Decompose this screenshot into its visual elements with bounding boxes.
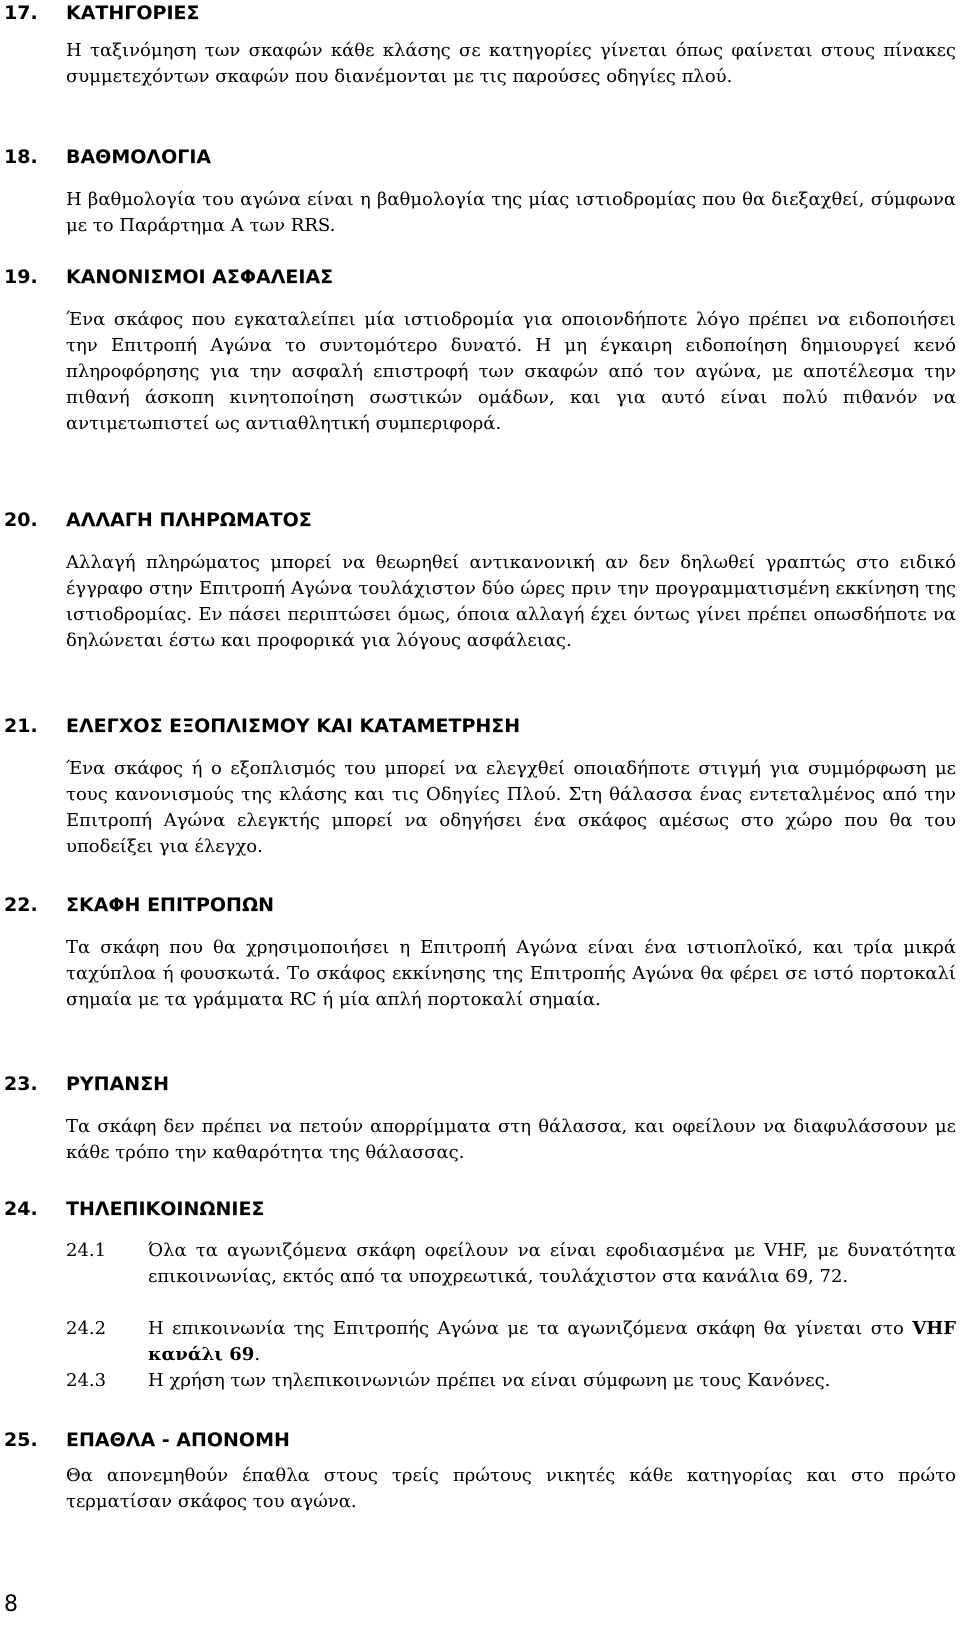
section-number: 24. [4, 1198, 38, 1220]
section-title: ΑΛΛΑΓΗ ΠΛΗΡΩΜΑΤΟΣ [66, 509, 312, 531]
subsection-text-part: Η επικοινωνία της Επιτροπής Αγώνα με τα αγωνιζόμενα σκάφη θα γίνεται στο [148, 1318, 913, 1339]
section-number: 21. [4, 715, 38, 737]
section-number: 18. [4, 146, 38, 168]
section-title: ΡΥΠΑΝΣΗ [66, 1073, 170, 1095]
section-paragraph: Ένα σκάφος ή ο εξοπλισμός του μπορεί να ελεγχθεί οποιαδήποτε στιγμή για συμμόρφωση με τους κανονισμούς της κλάσης και τις Οδηγίες Πλού. Στη θάλασσα ένας εντεταλμένος από την Επιτροπή Αγώνα ελεγκτής μπορεί να οδηγήσει ένα σκάφος αμέσως στο χώρο που θα του υποδείξει για έλεγχο. [66, 758, 956, 857]
section-title: ΚΑΝΟΝΙΣΜΟΙ ΑΣΦΑΛΕΙΑΣ [66, 266, 334, 288]
section-heading [4, 892, 274, 918]
section-heading [4, 1427, 290, 1453]
section-paragraph: Αλλαγή πληρώματος μπορεί να θεωρηθεί αντικανονική αν δεν δηλωθεί γραπτώς στο ειδικό έγγραφο στην Επιτροπή Αγώνα τουλάχιστον δύο ώρες πριν την προγραμματισμένη εκκίνηση της ιστιοδρομίας. Εν πάσει περιπτώσει όμως, όποια αλλαγή έχει όντως γίνει πρέπει οπωσδήποτε να δηλώνεται έστω και προφορικά για λόγους ασφάλειας. [66, 552, 956, 651]
section-heading [4, 264, 333, 290]
section-title: ΤΗΛΕΠΙΚΟΙΝΩΝΙΕΣ [66, 1198, 265, 1220]
vhf-channel-emphasis: VHF κανάλι 69 [148, 1318, 956, 1365]
section-number: 25. [4, 1429, 38, 1451]
section-paragraph: Η βαθμολογία του αγώνα είναι η βαθμολογία της μίας ιστιοδρομίας που θα διεξαχθεί, σύμφωνα με το Παράρτημα Α των RRS. [66, 189, 956, 236]
subsection-text: Όλα τα αγωνιζόμενα σκάφη οφείλουν να είναι εφοδιασμένα με VHF, με δυνατότητα επικοινωνίας, εκτός από τα υποχρεωτικά, τουλάχιστον στα κανάλια 69, 72. [148, 1240, 956, 1287]
section-heading [4, 713, 520, 739]
subsection-number: 24.3 [66, 1370, 107, 1391]
section-number: 22. [4, 894, 38, 916]
section-title: ΒΑΘΜΟΛΟΓΙΑ [66, 146, 212, 168]
section-heading [4, 144, 211, 170]
subsection-text: Η χρήση των τηλεπικοινωνιών πρέπει να είναι σύμφωνη με τους Κανόνες. [148, 1370, 831, 1391]
section-title: ΕΛΕΓΧΟΣ ΕΞΟΠΛΙΣΜΟΥ ΚΑΙ ΚΑΤΑΜΕΤΡΗΣΗ [66, 715, 521, 737]
section-number: 20. [4, 509, 38, 531]
section-heading [4, 1196, 264, 1222]
section-heading [4, 1071, 169, 1097]
section-paragraph: Τα σκάφη δεν πρέπει να πετούν απορρίμματα στη θάλασσα, και οφείλουν να διαφυλάσσουν με κάθε τρόπο την καθαρότητα της θάλασσας. [66, 1116, 956, 1163]
subsection-text [148, 1316, 956, 1368]
section-number: 19. [4, 266, 38, 288]
section-heading [4, 507, 312, 533]
subsection-number: 24.1 [66, 1240, 107, 1261]
section-number: 17. [4, 2, 38, 24]
section-paragraph: Η ταξινόμηση των σκαφών κάθε κλάσης σε κατηγορίες γίνεται όπως φαίνεται στους πίνακες συμμετεχόντων σκαφών που διανέμονται με τις παρούσες οδηγίες πλού. [66, 40, 956, 87]
section-paragraph: Ένα σκάφος που εγκαταλείπει μία ιστιοδρομία για οποιονδήποτε λόγο πρέπει να ειδοποιήσει την Επιτροπή Αγώνα το συντομότερο δυνατό. Η μη έγκαιρη ειδοποίηση δημιουργεί κενό πληροφόρησης για την ασφαλή επιστροφή των σκαφών από τον αγώνα, με αποτέλεσμα την πιθανή άσκοπη κινητοποίηση σωστικών ομάδων, και για αυτό είναι πολύ πιθανόν να αντιμετωπιστεί ως αντιαθλητική συμπεριφορά. [66, 309, 956, 434]
page-number: 8 [4, 1592, 18, 1617]
section-title: ΣΚΑΦΗ ΕΠΙΤΡΟΠΩΝ [66, 894, 275, 916]
subsection-number: 24.2 [66, 1318, 107, 1339]
subsection-text-part: . [254, 1344, 261, 1365]
section-title: ΚΑΤΗΓΟΡΙΕΣ [66, 2, 200, 24]
section-heading [4, 0, 200, 26]
section-paragraph: Τα σκάφη που θα χρησιμοποιήσει η Επιτροπή Αγώνα είναι ένα ιστιοπλοϊκό, και τρία μικρά ταχύπλοα ή φουσκωτά. Το σκάφος εκκίνησης της Επιτροπής Αγώνα θα φέρει σε ιστό πορτοκαλί σημαία με τα γράμματα RC ή μία απλή πορτοκαλί σημαία. [66, 937, 956, 1010]
section-paragraph: Θα απονεμηθούν έπαθλα στους τρείς πρώτους νικητές κάθε κατηγορίας και στο πρώτο τερματίσαν σκάφος του αγώνα. [66, 1465, 956, 1512]
section-number: 23. [4, 1073, 38, 1095]
section-title: ΕΠΑΘΛΑ - ΑΠΟΝΟΜΗ [66, 1429, 290, 1451]
